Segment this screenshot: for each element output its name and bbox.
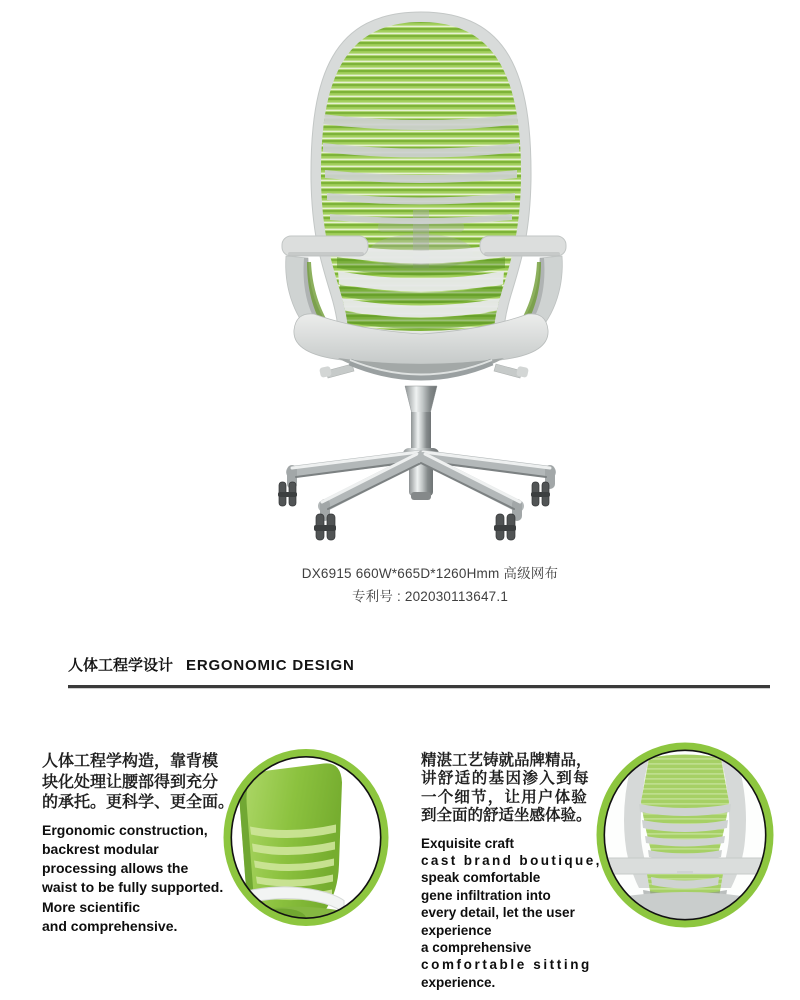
feature-right-text bbox=[421, 752, 619, 991]
section-divider-rule bbox=[68, 685, 770, 688]
feature-right-cn bbox=[421, 752, 619, 826]
text-line: 到全面的舒适坐感体验。 bbox=[421, 807, 592, 825]
text-line: 讲舒适的基因渗入到每 bbox=[421, 770, 591, 788]
feature-left-en bbox=[42, 821, 234, 937]
product-photo-main bbox=[278, 0, 570, 552]
text-line: comfortable sitting bbox=[421, 957, 592, 973]
feature-left-text bbox=[42, 752, 234, 936]
chair-back-detail-image bbox=[592, 740, 778, 931]
text-line: More scientific bbox=[42, 898, 141, 915]
office-chair-back-view-image bbox=[278, 0, 570, 552]
product-model-spec: DX6915 660W*665D*1260Hmm 高级网布 bbox=[301, 566, 559, 581]
text-line: cast brand boutique, bbox=[421, 853, 602, 869]
product-caption bbox=[210, 562, 650, 608]
section-title-cn: 人体工程学设计 bbox=[68, 657, 174, 674]
text-line: backrest modular bbox=[42, 840, 159, 857]
feature-left-cn bbox=[42, 752, 234, 814]
detail-photo-backrest-angled bbox=[220, 746, 392, 929]
text-line: waist to be fully supported. bbox=[42, 879, 224, 896]
section-title-en: ERGONOMIC DESIGN bbox=[186, 657, 355, 674]
feature-right-en bbox=[421, 835, 619, 992]
detail-photo-backrest-rear bbox=[592, 740, 778, 931]
text-line: gene infiltration into bbox=[421, 887, 551, 903]
text-line: Ergonomic construction, bbox=[42, 821, 208, 838]
text-line: experience. bbox=[421, 974, 496, 990]
text-line: experience bbox=[421, 922, 492, 938]
product-patent-number: 专利号 : 202030113647.1 bbox=[351, 589, 509, 604]
text-line: 一个细节，让用户体验 bbox=[421, 788, 589, 806]
text-line: processing allows the bbox=[42, 860, 189, 877]
text-line: every detail, let the user bbox=[421, 905, 575, 921]
text-line: a comprehensive bbox=[421, 940, 532, 956]
section-header bbox=[68, 654, 355, 675]
text-line: 的承托。更科学、更全面。 bbox=[42, 794, 235, 811]
text-line: speak comfortable bbox=[421, 870, 541, 886]
text-line: Exquisite craft bbox=[421, 835, 515, 851]
text-line: and comprehensive. bbox=[42, 917, 178, 934]
text-line: 人体工程学构造，靠背模 bbox=[42, 753, 219, 770]
green-backrest-detail-image bbox=[220, 746, 392, 929]
text-line: 块化处理让腰部得到充分 bbox=[42, 773, 219, 791]
text-line: 精湛工艺铸就品牌精品， bbox=[421, 752, 592, 769]
